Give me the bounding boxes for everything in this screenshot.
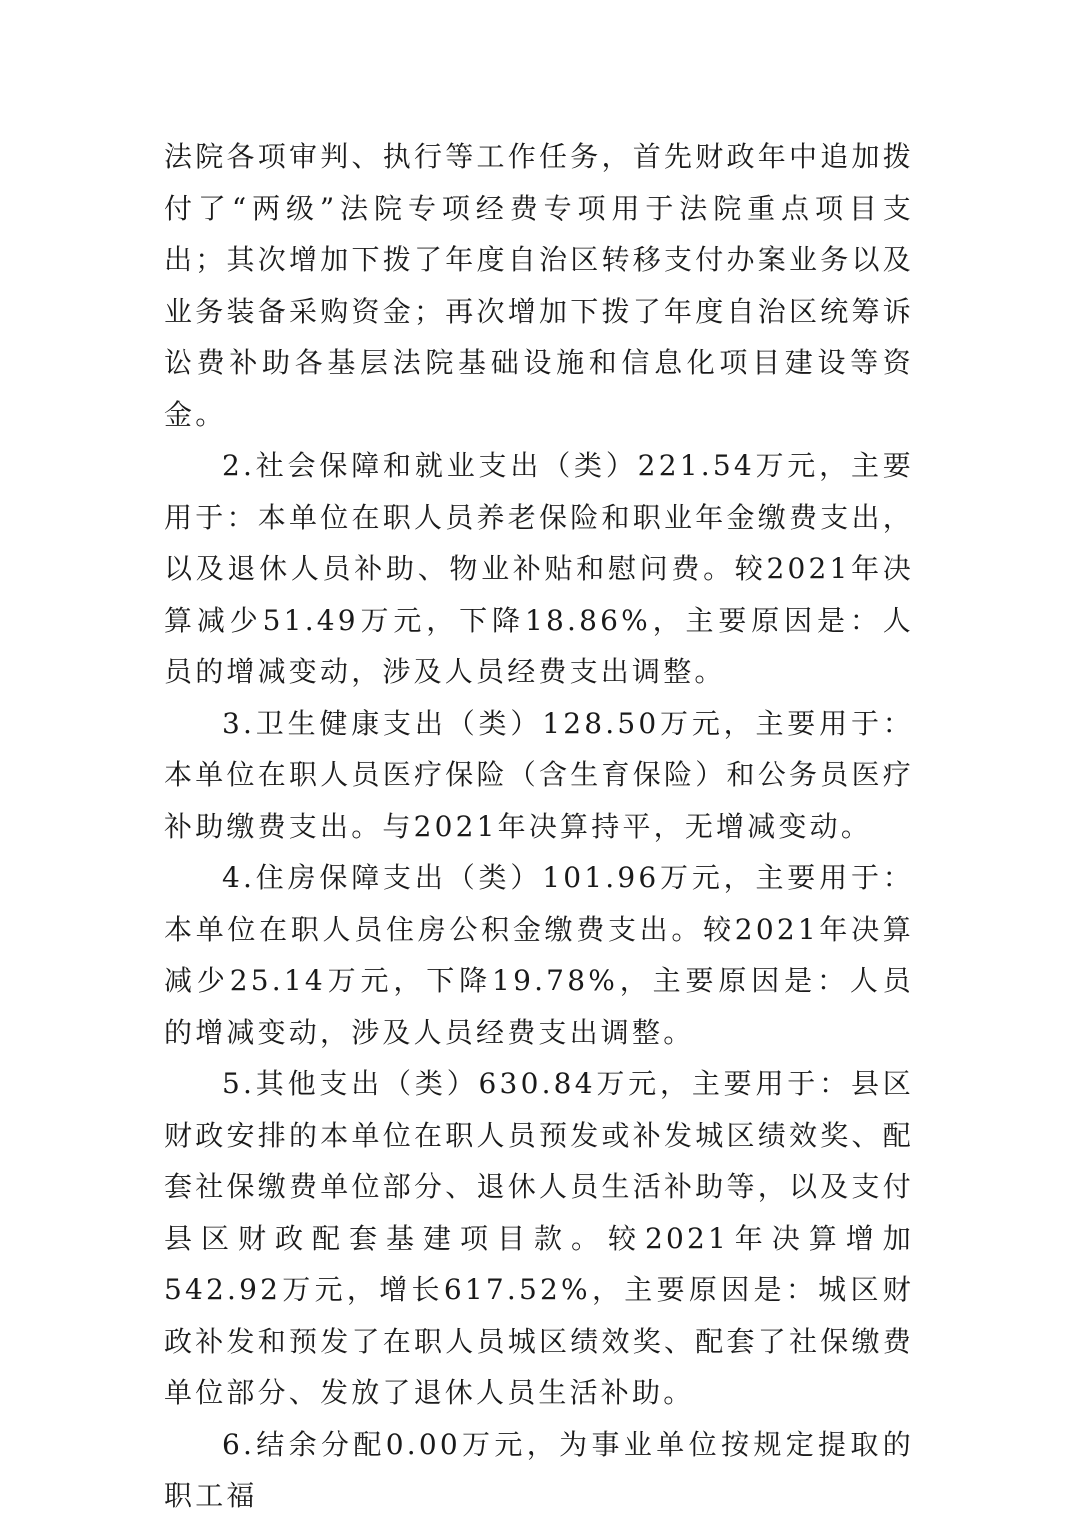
- paragraph-other-expenses: 5.其他支出（类）630.84万元，主要用于：县区财政安排的本单位在职人员预发或补发城区绩效奖、配套社保缴费单位部分、退休人员生活补助等，以及支付县区财政配套基建项目款。较2021年决算增加542.92万元，增长617.52%，主要原因是：城区财政补发和预发了在职人员城区绩效奖、配套了社保缴费单位部分、发放了退休人员生活补助。: [164, 1067, 914, 1409]
- paragraph-court-funding: 法院各项审判、执行等工作任务，首先财政年中追加拨付了“两级”法院专项经费专项用于法院重点项目支出；其次增加下拨了年度自治区转移支付办案业务以及业务装备采购资金；再次增加下拨了年度自治区统筹诉讼费补助各基层法院基础设施和信息化项目建设等资金。: [164, 140, 914, 431]
- paragraph-housing: 4.住房保障支出（类）101.96万元，主要用于：本单位在职人员住房公积金缴费支出。较2021年决算减少25.14万元，下降19.78%，主要原因是：人员的增减变动，涉及人员经费支出调整。: [164, 861, 914, 1049]
- paragraph-social-security: 2.社会保障和就业支出（类）221.54万元，主要用于：本单位在职人员养老保险和职业年金缴费支出，以及退休人员补助、物业补贴和慰问费。较2021年决算减少51.49万元，下降18.86%，主要原因是：人员的增减变动，涉及人员经费支出调整。: [164, 449, 914, 688]
- document-body: [164, 131, 914, 1522]
- paragraph-surplus-allocation: 6.结余分配0.00万元，为事业单位按规定提取的职工福: [164, 1427, 914, 1512]
- paragraph-health: 3.卫生健康支出（类）128.50万元，主要用于：本单位在职人员医疗保险（含生育保险）和公务员医疗补助缴费支出。与2021年决算持平，无增减变动。: [164, 706, 914, 843]
